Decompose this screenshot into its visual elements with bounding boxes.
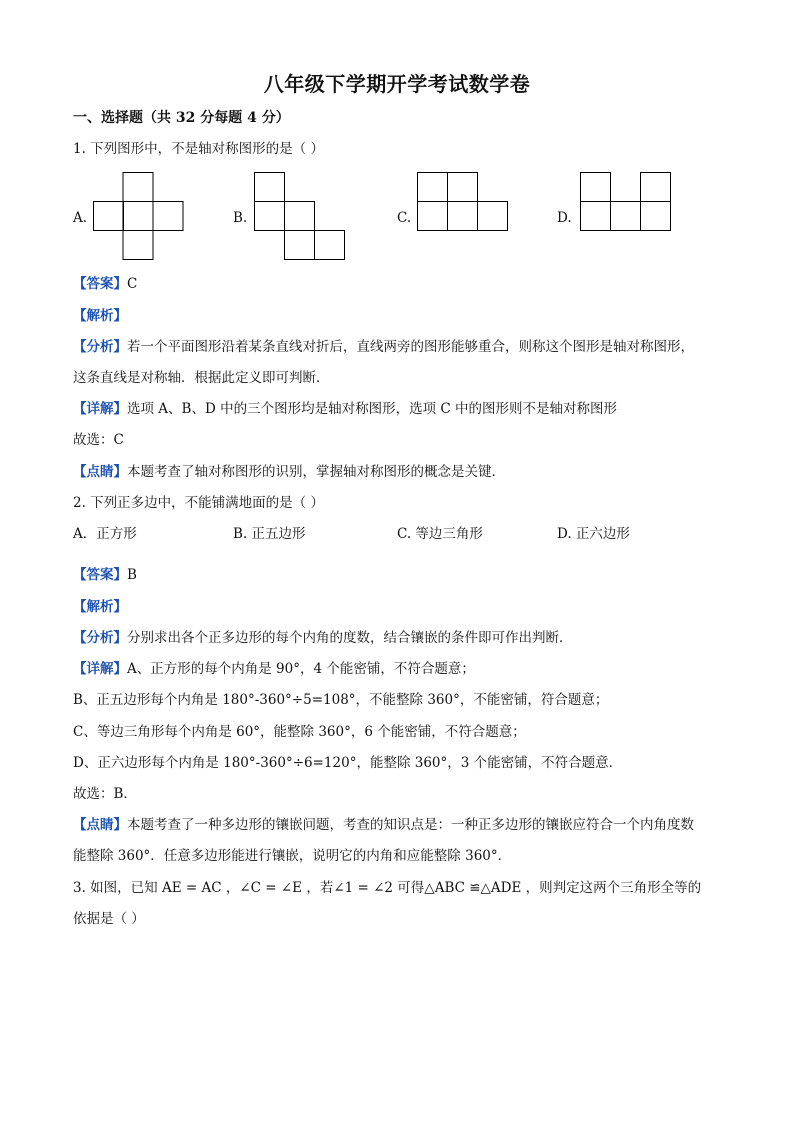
q2-guxuan: 故选：B． [73,786,137,802]
q1-guxuan: 故选：C [73,432,124,448]
q2-fenxi [73,628,573,648]
q1-fenxi-line-1 [73,337,694,357]
q2-xiangjie-d: D、正六边形每个内角是 180°-360°÷6=120°，能整除 360°，3 个能密铺，不符合题意． [73,755,623,771]
q1-xiangjie [73,399,617,419]
q1-figure-d [580,172,674,234]
q2-analysis-tag [73,597,127,617]
q1-option-c-label: C. [397,210,412,226]
q1-analysis-tag [73,306,127,326]
q1-answer-value: C [127,276,138,292]
q1-figure-b [254,172,348,262]
q1-fenxi-text-1: 若一个平面图形沿着某条直线对折后，直线两旁的图形能够重合，则称这个图形是轴对称图形， [127,339,694,355]
q2-xiangjie-b: B、正五边形每个内角是 180°-360°÷5=108°，不能整除 360°，不能密铺，符合题意； [73,692,609,708]
section-heading: 一、选择题（共 32 分每题 4 分） [73,110,290,126]
q2-stem: 2. 下列正多边中，不能铺满地面的是（ ） [73,495,324,511]
q2-option-b: B. 正五边形 [233,526,306,542]
xiangjie-tag: 【详解】 [73,401,127,417]
q1-option-d-label: D. [557,210,572,226]
q2-xiangjie-c: C、等边三角形每个内角是 60°，能整除 360°，6 个能密铺，不符合题意； [73,724,526,740]
analysis-tag: 【解析】 [73,308,127,324]
q1-xiangjie-text: 选项 A、B、D 中的三个图形均是轴对称图形，选项 C 中的图形则不是轴对称图形 [127,401,617,417]
q1-dianjing [73,462,505,482]
q2-dianjing-line-1 [73,815,694,835]
q2-xiangjie-a-text: A、正方形的每个内角是 90°，4 个能密铺，不符合题意； [127,661,475,677]
q3-stem-line-2: 依据是（ ） [73,911,145,927]
fenxi-tag: 【分析】 [73,339,127,355]
q1-answer [73,274,137,294]
dianjing-tag: 【点睛】 [73,464,127,480]
analysis-tag: 【解析】 [73,599,127,615]
q3-stem-line-1: 3. 如图，已知 AE = AC ，∠C = ∠E ，若∠1 = ∠2 可得△ABC ≌△ADE ，则判定这两个三角形全等的 [73,880,702,896]
q1-option-a-label: A. [73,210,88,226]
q2-xiangjie-a [73,659,475,679]
page-title: 八年级下学期开学考试数学卷 [263,72,531,96]
q2-dianjing-line-2: 能整除 360°．任意多边形能进行镶嵌，说明它的内角和应能整除 360°． [73,848,512,864]
q1-dianjing-text: 本题考查了轴对称图形的识别，掌握轴对称图形的概念是关键． [127,464,505,480]
answer-tag: 【答案】 [73,276,127,292]
q2-fenxi-text: 分别求出各个正多边形的每个内角的度数，结合镶嵌的条件即可作出判断． [127,630,573,646]
answer-tag: 【答案】 [73,567,127,583]
q2-answer-value: B [127,567,137,583]
q2-dianjing-text-1: 本题考查了一种多边形的镶嵌问题，考查的知识点是：一种正多边形的镶嵌应符合一个内角度数 [127,817,694,833]
q2-option-d: D. 正六边形 [557,526,630,542]
q2-option-a: A．正方形 [73,526,137,542]
q1-figure-a [93,172,185,262]
q1-figure-c [417,172,511,234]
q1-stem: 1. 下列图形中，不是轴对称图形的是（ ） [73,141,324,157]
q1-option-b-label: B. [233,210,248,226]
dianjing-tag: 【点睛】 [73,817,127,833]
q1-fenxi-line-2: 这条直线是对称轴．根据此定义即可判断． [73,370,330,386]
fenxi-tag: 【分析】 [73,630,127,646]
xiangjie-tag: 【详解】 [73,661,127,677]
q2-option-c: C. 等边三角形 [397,526,483,542]
q2-answer [73,565,137,585]
